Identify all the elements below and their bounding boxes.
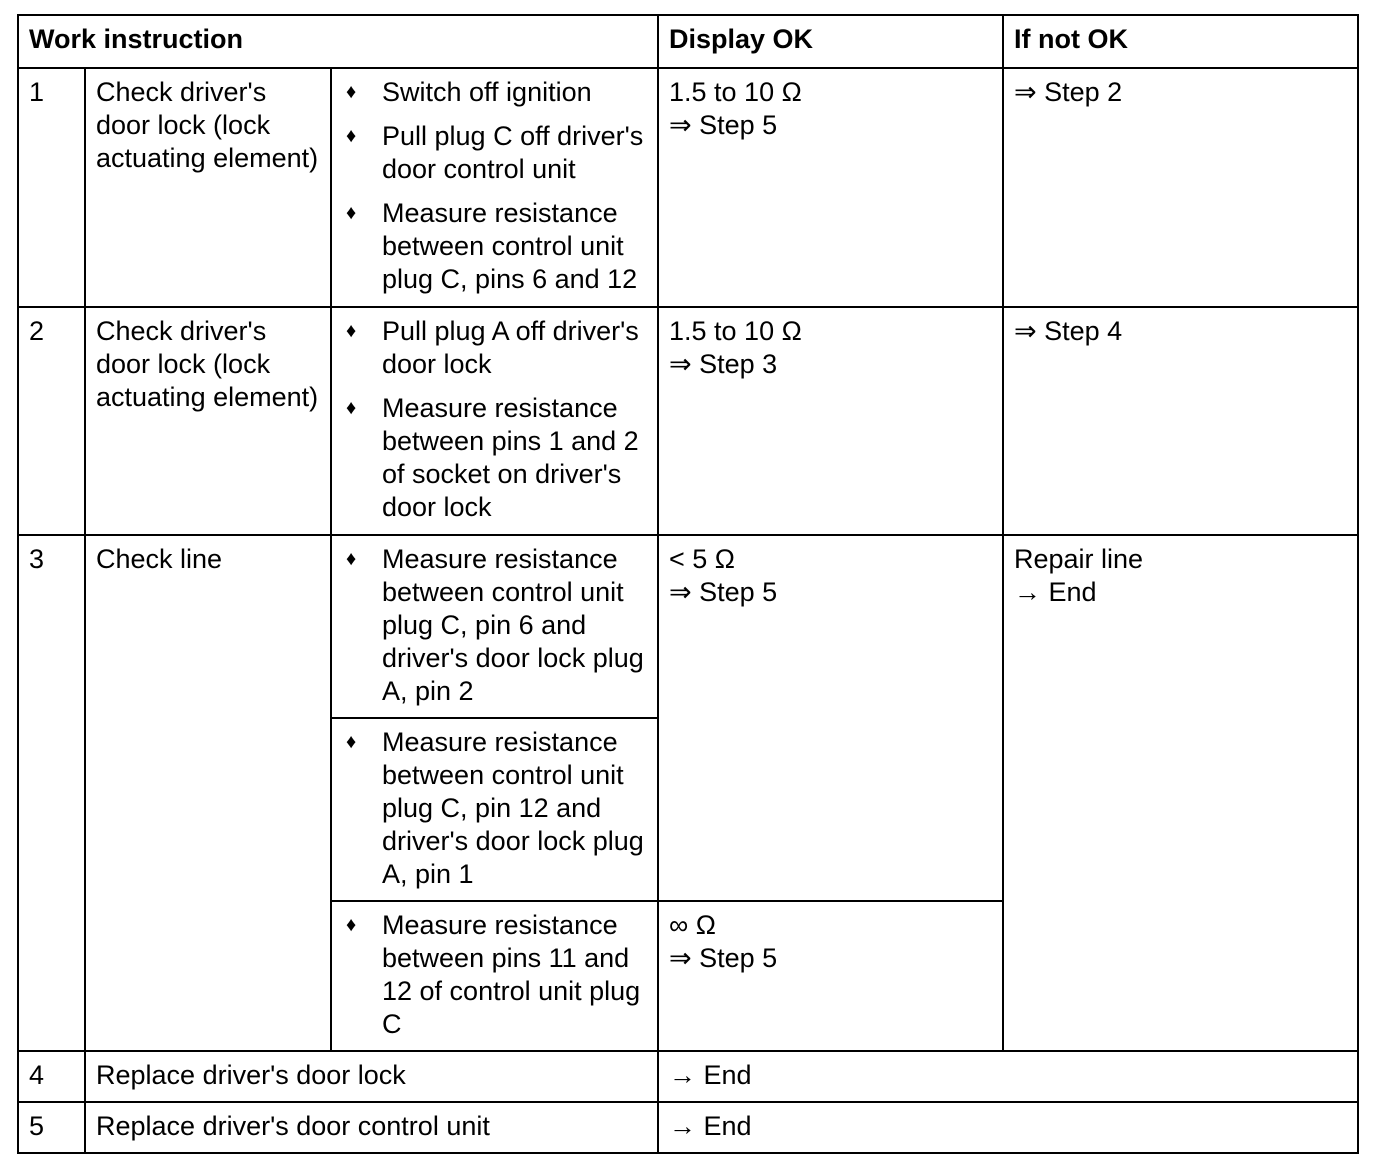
step-number: 5 (18, 1102, 85, 1153)
step-component: Check driver's door lock (lock actuating element) (85, 307, 331, 535)
step-actions (331, 307, 658, 535)
diamond-bullet-icon: ♦ (346, 320, 357, 342)
action-item: ♦ Measure resistance between control unit plug C, pins 6 and 12 (346, 198, 638, 294)
step-row-3 (18, 535, 1358, 718)
display-ok-next: ⇒ Step 5 (669, 110, 778, 140)
diamond-bullet-icon: ♦ (346, 731, 357, 753)
action-item: ♦ Measure resistance between control unit plug C, pin 12 and driver's door lock plug A, pin 1 (346, 727, 644, 889)
step-instruction: Replace driver's door lock (85, 1051, 658, 1102)
step-number: 4 (18, 1051, 85, 1102)
step-actions (331, 718, 658, 901)
diamond-bullet-icon: ♦ (346, 202, 357, 224)
display-ok-value: 1.5 to 10 Ω (669, 77, 802, 107)
diamond-bullet-icon: ♦ (346, 548, 357, 570)
step-component: Check driver's door lock (lock actuating element) (85, 68, 331, 307)
step-instruction: Replace driver's door control unit (85, 1102, 658, 1153)
step-actions (331, 535, 658, 718)
display-ok-value: ∞ Ω (669, 910, 716, 940)
diamond-bullet-icon: ♦ (346, 914, 357, 936)
action-item: ♦ Switch off ignition (346, 77, 592, 107)
step-component: Check line (85, 535, 331, 1051)
step-result: → End (658, 1102, 1358, 1153)
action-item: ♦ Measure resistance between pins 1 and 2 of socket on driver's door lock (346, 393, 639, 522)
display-ok-cell (658, 535, 1003, 901)
action-item: ♦ Measure resistance between pins 11 and 12 of control unit plug C (346, 910, 641, 1039)
step-result: → End (658, 1051, 1358, 1102)
display-ok-next: ⇒ Step 5 (669, 577, 778, 607)
header-display-ok: Display OK (658, 15, 1003, 68)
display-ok-cell (658, 307, 1003, 535)
step-number: 2 (18, 307, 85, 535)
step-actions (331, 68, 658, 307)
display-ok-next: ⇒ Step 3 (669, 349, 778, 379)
display-ok-value: 1.5 to 10 Ω (669, 316, 802, 346)
diamond-bullet-icon: ♦ (346, 397, 357, 419)
step-row-1 (18, 68, 1358, 307)
display-ok-cell (658, 901, 1003, 1051)
step-number: 3 (18, 535, 85, 1051)
step-row-2 (18, 307, 1358, 535)
work-instruction-table (17, 14, 1359, 1154)
header-work-instruction: Work instruction (18, 15, 658, 68)
action-item: ♦ Pull plug C off driver's door control unit (346, 121, 644, 184)
action-item: ♦ Pull plug A off driver's door lock (346, 316, 639, 379)
step-number: 1 (18, 68, 85, 307)
action-item: ♦ Measure resistance between control unit plug C, pin 6 and driver's door lock plug A, pin 2 (346, 544, 644, 706)
step-actions (331, 901, 658, 1051)
if-not-ok-cell: Repair line → End (1003, 535, 1358, 1051)
diamond-bullet-icon: ♦ (346, 125, 357, 147)
if-not-ok-cell: ⇒ Step 2 (1003, 68, 1358, 307)
display-ok-cell (658, 68, 1003, 307)
display-ok-value: < 5 Ω (669, 544, 735, 574)
step-row-4 (18, 1051, 1358, 1102)
step-row-5 (18, 1102, 1358, 1153)
diamond-bullet-icon: ♦ (346, 81, 357, 103)
header-row (18, 15, 1358, 68)
display-ok-next: ⇒ Step 5 (669, 943, 778, 973)
header-if-not-ok: If not OK (1003, 15, 1358, 68)
if-not-ok-cell: ⇒ Step 4 (1003, 307, 1358, 535)
